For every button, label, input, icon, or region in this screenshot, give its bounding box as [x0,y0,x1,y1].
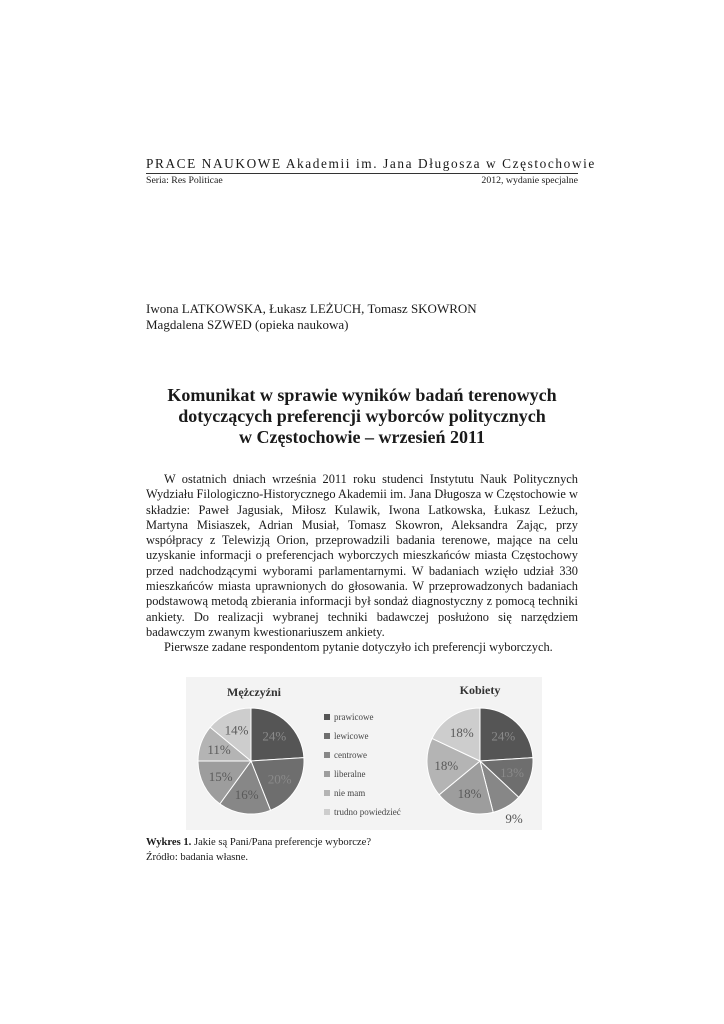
pie-men-label-lewicowe: 20% [267,771,292,787]
header-rule [146,173,578,174]
authors-line-1: Iwona LATKOWSKA, Łukasz LEŻUCH, Tomasz SKOWRON [146,301,477,316]
pie-women-label-centrowe: 9% [505,811,523,827]
paragraph-2: Pierwsze zadane respondentom pytanie dotyczyło ich preferencji wyborczych. [164,640,553,655]
pie-men-label-trudno-powiedzieć: 14% [224,722,249,738]
journal-header: PRACE NAUKOWE Akademii im. Jana Długosza w Częstochowie [146,156,596,171]
caption-text: Jakie są Pani/Pana preferencje wyborcze? [191,837,372,848]
legend-label-centrowe: centrowe [334,750,367,760]
legend-swatch-prawicowe [324,714,330,720]
legend-label-nie-mam: nie mam [334,788,366,798]
year-edition: 2012, wydanie specjalne [481,175,578,186]
legend-label-liberalne: liberalne [334,769,366,779]
legend-swatch-lewicowe [324,733,330,739]
legend-label-trudno-powiedzieć: trudno powiedzieć [334,807,401,817]
article-title [120,385,604,448]
pie-men [198,708,304,814]
legend-swatch-trudno-powiedzieć [324,809,330,815]
figure-caption [146,835,371,865]
caption-line [146,835,371,850]
authors [146,301,477,333]
pie-women-label-lewicowe: 13% [500,765,524,780]
pie-men-label-prawicowe: 24% [262,728,287,744]
legend-label-prawicowe: prawicowe [334,712,374,722]
legend-label-lewicowe: lewicowe [334,731,369,741]
legend-swatch-liberalne [324,771,330,777]
pie-men-label-liberalne: 15% [208,768,233,784]
body-text [146,472,578,656]
pie-women-label-trudno-powiedzieć: 18% [449,724,474,740]
caption-source: Źródło: badania własne. [146,852,249,863]
pie-women-label-liberalne: 18% [457,785,482,801]
chart-title-women: Kobiety [459,683,501,697]
pie-women-label-nie-mam: 18% [434,757,459,773]
pie-charts [186,677,542,830]
caption-label: Wykres 1. [146,837,192,848]
title-line-1: Komunikat w sprawie wyników badań terenowych [167,385,557,405]
authors-line-2: Magdalena SZWED (opieka naukowa) [146,317,349,332]
chart-title-men: Mężczyźni [227,685,281,699]
title-line-3: w Częstochowie – wrzesień 2011 [239,427,485,447]
pie-men-label-nie-mam: 11% [207,742,231,757]
series-name: Seria: Res Politicae [146,175,223,186]
legend-swatch-nie-mam [324,790,330,796]
pie-men-label-centrowe: 16% [234,787,259,803]
pie-women-label-prawicowe: 24% [491,728,516,744]
legend-swatch-centrowe [324,752,330,758]
paragraph-1: W ostatnich dniach września 2011 roku studenci Instytutu Nauk Politycznych Wydziału Filologiczno-Historycznego Akademii im. Jana Długosza w Częstochowie w składzie: Paweł Jagusiak, Miłosz Kulawik, Iwona Latkowska, Łukasz Leżuch, Martyna Misiaszek, Adrian Musiał, Tomasz Skowron, Aleksandra Zając, przy współpracy z Telewizją Orion, przeprowadzili badania terenowe, mające na celu uzyskanie informacji o preferencjach wyborczych mieszkańców miasta Częstochowy przed nadchodzącymi wyborami parlamentarnymi. W badaniach wzięło udział 330 mieszkańców miasta uprawnionych do głosowania. W przeprowadzonych badaniach podstawową metodą zbierania informacji był sondaż diagnostyczny z pomocą techniki ankiety. Do realizacji wybranej techniki badawczej posłużono się narzędziem badawczym zwanym kwestionariuszem ankiety. [146,472,578,639]
title-line-2: dotyczących preferencji wyborców politycznych [178,406,546,426]
